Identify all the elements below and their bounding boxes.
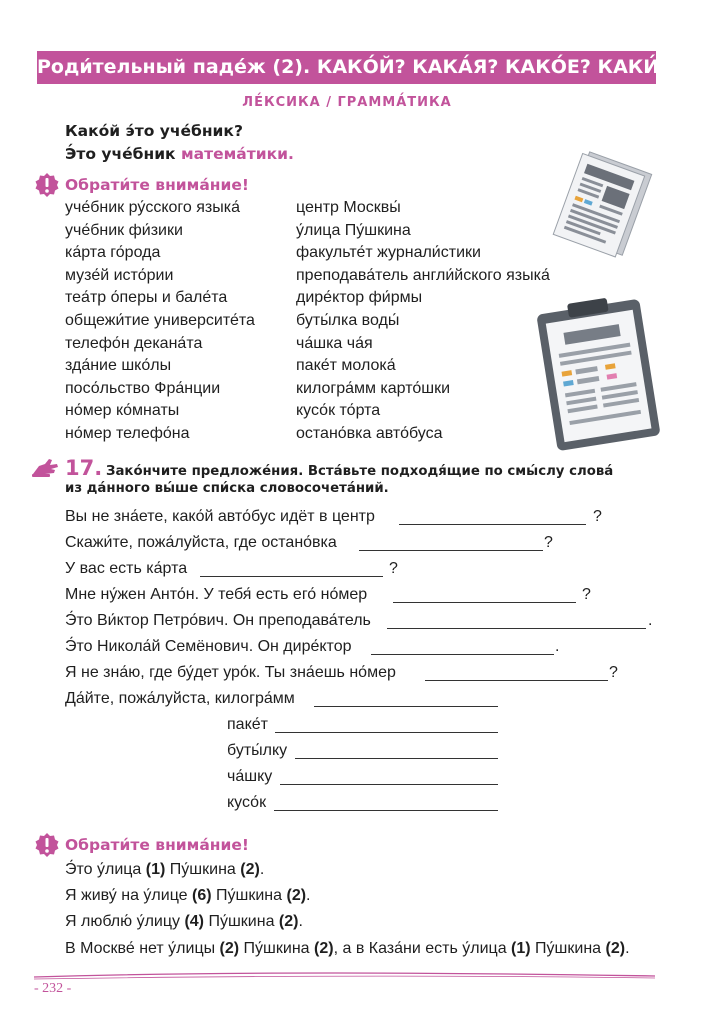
sentence-7-end: ? [609,664,618,681]
case-text: Пу́шкина [530,940,606,957]
vocab-left-item: музе́й исто́рии [65,266,174,284]
case-number: (1) [511,940,531,957]
footer-wave-divider [0,966,724,986]
case-number: (2) [240,861,260,878]
case-number: (4) [184,913,205,930]
case-text: Э́то у́лица [65,861,146,878]
case-number: (2) [286,887,307,904]
sub-item-3: ча́шку [227,768,273,785]
vocab-left-item: уче́бник фи́зики [65,221,183,239]
case-text: Пу́шкина [211,887,287,904]
case-example-2 [65,887,311,905]
intro-question: Како́й э́то уче́бник? [65,122,243,140]
sentence-8: Да́йте, пожа́луйста, килогра́мм [65,690,295,707]
answer-blank-sub-3[interactable] [280,784,498,785]
case-text: Я люблю́ у́лицу [65,913,185,930]
vocab-right-item: факульте́т журнали́стики [296,244,481,262]
case-text: . [625,940,630,957]
answer-blank-1[interactable] [399,524,586,525]
vocab-left-item: общежи́тие университе́та [65,311,255,329]
exercise-instruction-line2: из да́нного вы́ше спи́ска словосочета́ний. [65,481,389,496]
writing-hand-icon [31,456,61,478]
newspaper-illustration [548,150,660,262]
case-number: (2) [314,940,334,957]
sentence-3-end: ? [389,560,398,577]
sentence-3: У вас есть ка́рта [65,560,188,577]
notice-label: Обрати́те внима́ние! [65,176,249,194]
case-example-3 [65,913,303,931]
answer-blank-sub-4[interactable] [274,810,498,811]
case-text: . [306,887,311,904]
case-number: (1) [145,861,166,878]
vocab-left-item: посо́льство Фра́нции [65,379,221,397]
vocab-right-item: буты́лка воды́ [296,311,400,329]
sentence-2: Скажи́те, пожа́луйста, где остано́вка [65,534,337,551]
case-text: , а в Каза́ни есть у́лица [333,940,512,957]
vocab-right-item: килогра́мм карто́шки [296,379,451,397]
vocab-left-item: телефо́н декана́та [65,334,203,352]
sentence-2-end: ? [544,534,553,551]
exclamation-badge-icon [34,172,60,198]
intro-answer [65,145,294,163]
intro-answer-prefix: Э́то уче́бник [65,145,181,163]
vocab-right-item: ча́шка ча́я [296,334,373,352]
case-text: Пу́шкина [204,913,279,930]
vocab-left-item: зда́ние шко́лы [65,357,172,375]
page-number: - 232 - [34,981,72,996]
case-example-1 [65,861,264,879]
section-label: ЛЕ́КСИКА / ГРАММА́ТИКА [242,95,452,110]
case-text: . [259,861,265,878]
answer-blank-6[interactable] [371,654,554,655]
vocab-right-item: паке́т молока́ [296,357,396,375]
vocab-right-item: дире́ктор фи́рмы [296,289,423,307]
notice-heading [34,172,249,198]
clipboard-illustration [532,292,664,452]
vocab-right-item: центр Москвы́ [296,199,401,216]
answer-blank-7[interactable] [425,680,608,681]
sentence-4: Мне ну́жен Анто́н. У тебя́ есть его́ но́мер [65,586,368,603]
case-text: Пу́шкина [165,861,241,878]
sub-item-1: паке́т [227,716,268,733]
case-text: В Москве́ нет у́лицы [65,940,220,957]
sentence-5-end: . [648,612,653,629]
vocab-right-item: кусо́к то́рта [296,402,381,420]
page-title-banner [37,51,684,84]
answer-blank-2[interactable] [359,550,543,551]
sentence-1-end: ? [593,508,602,525]
case-text: . [298,913,303,930]
case-number: (6) [192,887,212,904]
vocab-left-item: ка́рта го́рода [65,244,161,262]
sentence-6-end: . [555,638,560,655]
answer-blank-8[interactable] [314,706,498,707]
vocab-right-item: преподава́тель англи́йского языка́ [296,266,550,284]
vocab-left-item: уче́бник ру́сского языка́ [65,199,240,216]
answer-blank-sub-1[interactable] [275,732,498,733]
case-number: (2) [219,940,240,957]
vocab-left-item: но́мер телефо́на [65,424,190,442]
sub-item-2: буты́лку [227,742,288,759]
vocab-right-item: у́лица Пу́шкина [296,221,411,239]
case-text: Я живу́ на у́лице [65,887,193,904]
vocab-left-item: но́мер ко́мнаты [65,402,180,420]
vocab-right-list [296,197,550,446]
intro-answer-highlight: матема́тики. [180,145,294,163]
sub-item-4: кусо́к [227,794,267,811]
vocab-left-list [65,197,255,446]
sentence-5: Э́то Ви́ктор Петро́вич. Он преподава́тель [65,612,371,629]
notice-heading-2 [34,832,249,858]
sentence-4-end: ? [582,586,591,603]
exercise-number: 17. [65,456,103,480]
vocab-right-item: остано́вка авто́буса [296,424,443,442]
sentence-1: Вы не зна́ете, како́й авто́бус идёт в центр [65,508,375,525]
answer-blank-5[interactable] [387,628,646,629]
case-example-4 [65,940,630,958]
answer-blank-4[interactable] [393,602,576,603]
case-text: Пу́шкина [239,940,315,957]
case-number: (2) [278,913,299,930]
answer-blank-sub-2[interactable] [295,758,498,759]
notice-label-2: Обрати́те внима́ние! [65,836,249,854]
exercise-instruction-line1: Зако́нчите предложе́ния. Вста́вьте подходя́щие по смы́слу слова́ [106,464,614,479]
vocab-left-item: теа́тр о́перы и бале́та [65,289,228,307]
case-number: (2) [605,940,626,957]
sentence-6: Э́то Никола́й Семёнович. Он дире́ктор [65,638,352,655]
sentence-7: Я не зна́ю, где бу́дет уро́к. Ты зна́ешь но́мер [65,664,396,681]
answer-blank-3[interactable] [200,576,383,577]
page-title: Роди́тельный паде́ж (2). КАКО́Й? КАКА́Я? КАКО́Е? КАКИ́Е? [37,56,684,78]
exclamation-badge-icon [34,832,60,858]
